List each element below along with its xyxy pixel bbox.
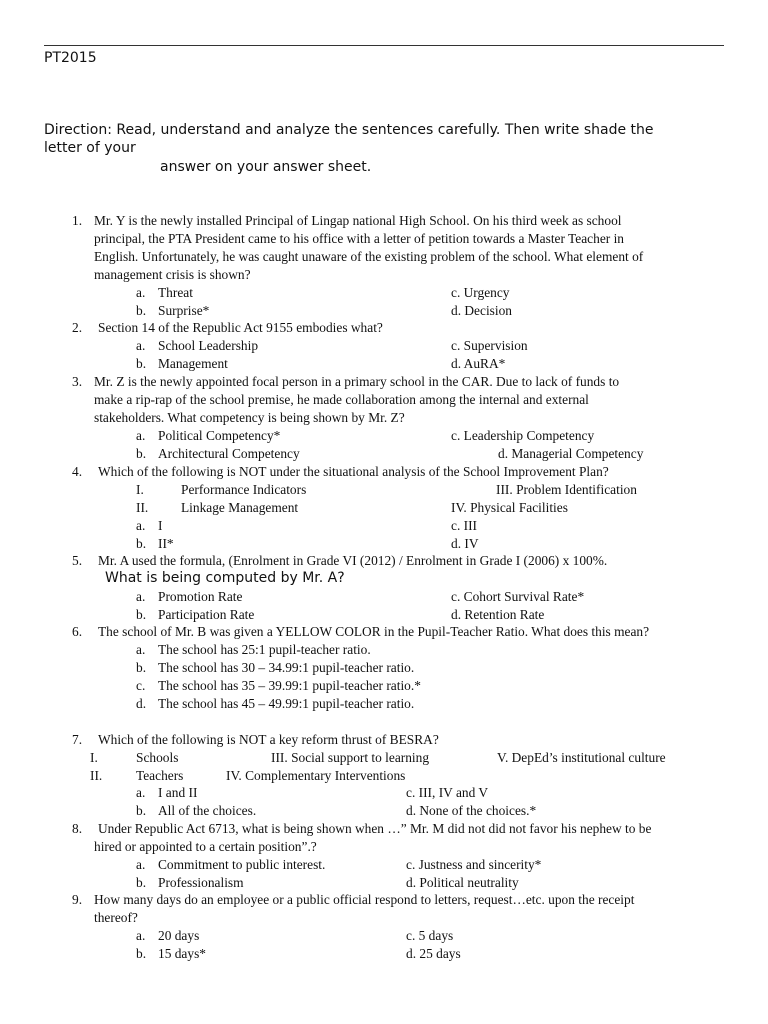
roman-item-ii: Linkage Management (181, 500, 299, 515)
choice-letter: b. (136, 660, 147, 675)
choice-d: d. Decision (451, 303, 512, 318)
roman-numeral: II. (90, 768, 103, 783)
choice-b: Management (158, 356, 228, 371)
choice-a: 20 days (158, 928, 200, 943)
question-text-line: Section 14 of the Republic Act 9155 embodies what? (98, 320, 383, 335)
direction-line-1: Direction: Read, understand and analyze the sentences carefully. Then write shade the (44, 122, 654, 138)
roman-item-iv: IV. Complementary Interventions (226, 768, 406, 783)
choice-c: c. Urgency (451, 285, 510, 300)
choice-c: c. Leadership Competency (451, 428, 595, 443)
choice-letter: a. (136, 589, 146, 604)
question-text-line: What is being computed by Mr. A? (105, 570, 345, 586)
choice-letter: a. (136, 428, 146, 443)
choice-a: The school has 25:1 pupil-teacher ratio. (158, 642, 371, 657)
choice-a: Political Competency* (158, 428, 281, 443)
question-text-line: Which of the following is NOT under the situational analysis of the School Improvement Plan? (98, 464, 609, 479)
choice-letter: b. (136, 303, 147, 318)
choice-b: Surprise* (158, 303, 210, 318)
question-text-line: Mr. A used the formula, (Enrolment in Grade VI (2012) / Enrolment in Grade I (2006) x 100%. (98, 553, 608, 568)
choice-c: c. Supervision (451, 338, 528, 353)
choice-b: Participation Rate (158, 607, 255, 622)
question-number: 7. (72, 732, 83, 747)
choice-c: c. Cohort Survival Rate* (451, 589, 585, 604)
roman-item-ii: Teachers (136, 768, 184, 783)
choice-a: Promotion Rate (158, 589, 243, 604)
question-text-line: stakeholders. What competency is being shown by Mr. Z? (94, 410, 405, 425)
roman-item-iv: IV. Physical Facilities (451, 500, 568, 515)
choice-b: Professionalism (158, 875, 244, 890)
direction-line-2: letter of your (44, 140, 136, 156)
choice-a: Commitment to public interest. (158, 857, 326, 872)
question-number: 6. (72, 624, 83, 639)
choice-letter: b. (136, 946, 147, 961)
question-text-line: Which of the following is NOT a key reform thrust of BESRA? (98, 732, 439, 747)
question-text-line: thereof? (94, 910, 138, 925)
choice-letter: a. (136, 338, 146, 353)
choice-d: d. Political neutrality (406, 875, 519, 890)
choice-letter: a. (136, 642, 146, 657)
question-number: 5. (72, 553, 83, 568)
choice-c: c. Justness and sincerity* (406, 857, 542, 872)
choice-c: The school has 35 – 39.99:1 pupil-teacher ratio.* (158, 678, 421, 693)
header-rule (44, 45, 724, 46)
roman-item-i: Schools (136, 750, 179, 765)
roman-item-v: V. DepEd’s institutional culture (497, 750, 666, 765)
choice-letter: b. (136, 536, 147, 551)
choice-letter: a. (136, 785, 146, 800)
choice-letter: a. (136, 518, 146, 533)
choice-a: I (158, 518, 163, 533)
choice-letter: b. (136, 803, 147, 818)
choice-letter: a. (136, 285, 146, 300)
choice-b: The school has 30 – 34.99:1 pupil-teacher ratio. (158, 660, 415, 675)
choice-letter: d. (136, 696, 147, 711)
question-number: 9. (72, 892, 83, 907)
choice-c: c. III (451, 518, 478, 533)
document-code: PT2015 (44, 50, 97, 66)
choice-letter: c. (136, 678, 146, 693)
question-text-line: make a rip-rap of the school premise, he made collaboration among the internal and external (94, 392, 589, 407)
question-text-line: principal, the PTA President came to his office with a letter of petition towards a Master Teacher in (94, 231, 624, 246)
roman-numeral: I. (90, 750, 98, 765)
choice-letter: b. (136, 356, 147, 371)
roman-item-iii: III. Problem Identification (496, 482, 637, 497)
question-text-line: How many days do an employee or a public official respond to letters, request…etc. upon the receipt (94, 892, 635, 907)
roman-item-iii: III. Social support to learning (271, 750, 430, 765)
choice-b: Architectural Competency (158, 446, 300, 461)
choice-letter: a. (136, 928, 146, 943)
question-text-line: The school of Mr. B was given a YELLOW COLOR in the Pupil-Teacher Ratio. What does this mean? (98, 624, 650, 639)
choice-a: Threat (158, 285, 193, 300)
question-number: 3. (72, 374, 83, 389)
choice-letter: a. (136, 857, 146, 872)
choice-a: School Leadership (158, 338, 259, 353)
question-text-line: hired or appointed to a certain position”.? (94, 839, 317, 854)
question-number: 8. (72, 821, 83, 836)
choice-d: d. Retention Rate (451, 607, 545, 622)
choice-d: d. IV (451, 536, 479, 551)
choice-letter: b. (136, 875, 147, 890)
choice-b: II* (158, 536, 174, 551)
roman-numeral: I. (136, 482, 144, 497)
question-text-line: management crisis is shown? (94, 267, 251, 282)
choice-d: The school has 45 – 49.99:1 pupil-teacher ratio. (158, 696, 415, 711)
choice-d: d. Managerial Competency (498, 446, 644, 461)
question-number: 2. (72, 320, 83, 335)
choice-a: I and II (158, 785, 198, 800)
roman-item-i: Performance Indicators (181, 482, 307, 497)
choice-c: c. III, IV and V (406, 785, 489, 800)
choice-b: 15 days* (158, 946, 206, 961)
question-text-line: Mr. Z is the newly appointed focal person in a primary school in the CAR. Due to lack of funds to (94, 374, 620, 389)
question-text-line: Under Republic Act 6713, what is being shown when …” Mr. M did not did not favor his nephew to be (98, 821, 652, 836)
question-text-line: Mr. Y is the newly installed Principal of Lingap national High School. On his third week as school (94, 213, 622, 228)
choice-b: All of the choices. (158, 803, 257, 818)
choice-c: c. 5 days (406, 928, 454, 943)
roman-numeral: II. (136, 500, 149, 515)
choice-letter: b. (136, 607, 147, 622)
direction-line-3: answer on your answer sheet. (160, 159, 372, 175)
choice-letter: b. (136, 446, 147, 461)
question-number: 1. (72, 213, 83, 228)
choice-d: d. 25 days (406, 946, 461, 961)
choice-d: d. None of the choices.* (406, 803, 537, 818)
question-number: 4. (72, 464, 83, 479)
question-text-line: English. Unfortunately, he was caught unaware of the existing problem of the school. What element of (94, 249, 644, 264)
choice-d: d. AuRA* (451, 356, 506, 371)
